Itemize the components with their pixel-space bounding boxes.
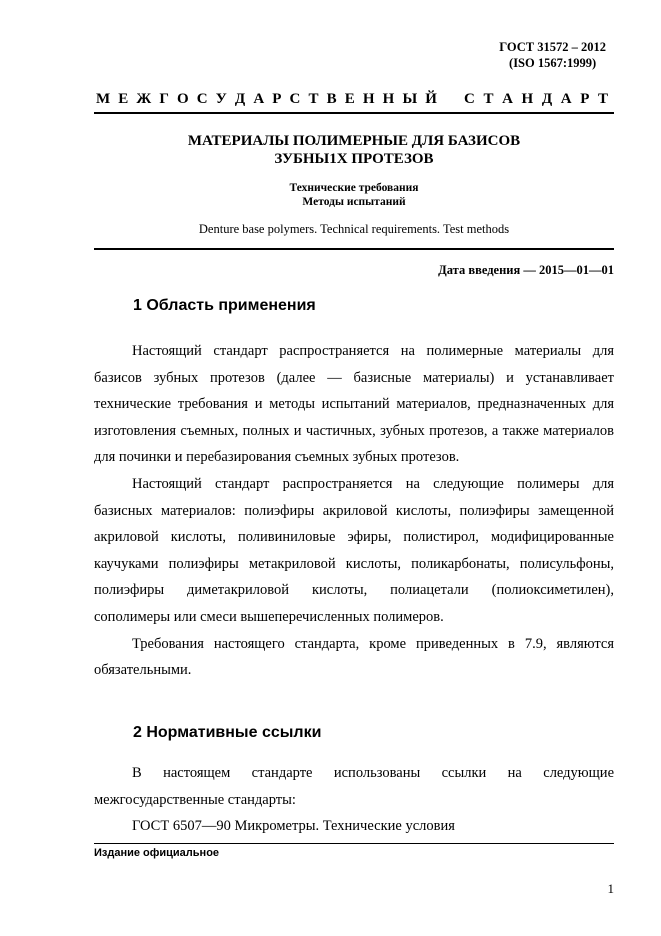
top-divider	[94, 112, 614, 114]
title-line-1: МАТЕРИАЛЫ ПОЛИМЕРНЫЕ ДЛЯ БАЗИСОВ	[187, 133, 521, 149]
document-title	[94, 132, 614, 168]
heading-letter: Р	[272, 91, 282, 107]
heading-letter: Н	[521, 91, 534, 107]
section-1-heading: 1 Область применения	[133, 297, 316, 314]
paragraph: Настоящий стандарт распространяется на полимерные материалы для базисов зубных протезов (далее — базисные материалы) и устанавливает технические требования и методы испытаний материалов, предназначенных для изготовления съемных, полных и частичных, зубных протезов, а также материалов для починки и перебазирования съемных зубных протезов.	[94, 343, 614, 466]
title-divider	[94, 248, 614, 250]
section-2-heading: 2 Нормативные ссылки	[133, 724, 322, 741]
standard-code: ГОСТ 31572 – 2012	[499, 40, 606, 54]
heading-letter: Й	[425, 91, 437, 107]
english-title: Denture base polymers. Technical requirements. Test methods	[198, 222, 510, 236]
interstate-word	[96, 91, 437, 108]
heading-letter: Е	[344, 91, 355, 107]
paragraph: Настоящий стандарт распространяется на следующие полимеры для базисных материалов: полиэфиры акриловой кислоты, полиэфиры замещенной акриловой кислоты, поливиниловые эфиры, полистирол, модифицированные каучуками полиэфиры метакриловой кислоты, поликарбонаты, полисульфоны, полиэфиры диметакриловой кислоты, полиацетали (полиоксиметилен), сополимеры или смеси вышеперечисленных полимеров.	[94, 475, 614, 625]
heading-letter: С	[464, 91, 475, 107]
footer-divider	[94, 843, 614, 844]
standard-code-block	[499, 39, 606, 71]
heading-letter: Т	[308, 91, 319, 107]
heading-letter: Д	[541, 91, 553, 107]
heading-letter: Т	[597, 91, 608, 107]
heading-letter: С	[196, 91, 208, 107]
heading-letter: М	[96, 91, 111, 107]
heading-letter: А	[560, 91, 572, 107]
section-1-body	[94, 338, 614, 684]
heading-letter: А	[502, 91, 513, 107]
heading-letter: Ы	[402, 91, 418, 107]
heading-letter: О	[177, 91, 189, 107]
heading-letter: Д	[234, 91, 246, 107]
heading-letter: Т	[483, 91, 494, 107]
iso-code: (ISO 1567:1999)	[509, 56, 597, 70]
heading-letter: Г	[159, 91, 169, 107]
heading-letter: Н	[362, 91, 375, 107]
heading-letter: С	[289, 91, 301, 107]
title-line-2: ЗУБНЫ1Х ПРОТЕЗОВ	[274, 151, 434, 167]
document-subtitle	[94, 181, 614, 209]
page-number: 1	[607, 881, 614, 896]
heading-letter: В	[326, 91, 337, 107]
paragraph: ГОСТ 6507—90 Микрометры. Технические условия	[132, 818, 455, 835]
introduction-date: Дата введения — 2015—01—01	[438, 263, 614, 277]
heading-letter: Р	[580, 91, 590, 107]
section-2-body	[94, 760, 614, 840]
heading-letter: Ж	[136, 91, 152, 107]
subtitle-line-1: Технические требования	[289, 182, 419, 194]
heading-letter: А	[253, 91, 265, 107]
heading-letter: Н	[382, 91, 395, 107]
heading-letter: У	[215, 91, 227, 107]
heading-letter: Е	[118, 91, 129, 107]
interstate-standard-heading	[96, 91, 608, 108]
paragraph: В настоящем стандарте использованы ссылки на следующие межгосударственные стандарты:	[94, 765, 614, 808]
standard-word	[464, 91, 608, 108]
paragraph: Требования настоящего стандарта, кроме приведенных в 7.9, являются обязательными.	[94, 635, 614, 679]
official-edition-label: Издание официальное	[94, 847, 220, 859]
subtitle-line-2: Методы испытаний	[302, 196, 406, 208]
